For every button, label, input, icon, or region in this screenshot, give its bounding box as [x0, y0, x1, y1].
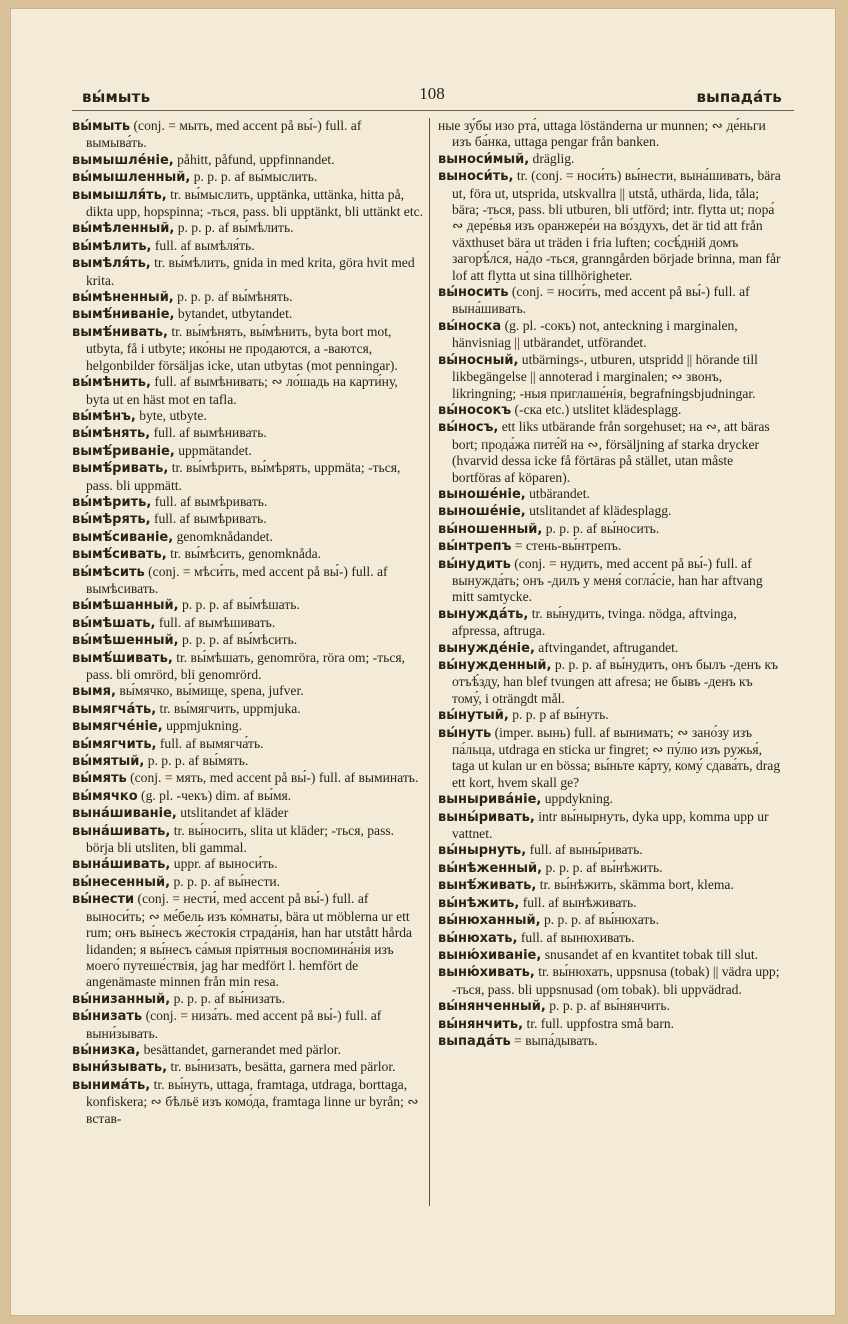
dictionary-entry	[438, 912, 782, 929]
dictionary-entry	[72, 1008, 424, 1042]
entry-definition: p. p. p. af вы́нюхать.	[543, 912, 659, 928]
entry-headword: вы́нюханный,	[438, 913, 541, 929]
dictionary-entry	[72, 546, 424, 563]
entry-headword: вынужде́ніе,	[438, 640, 535, 656]
entry-headword: вы́нянченный,	[438, 999, 546, 1015]
entry-headword: вымѣля́ть,	[72, 256, 151, 272]
entry-definition: full. af вымѣривать.	[153, 511, 267, 527]
dictionary-entry	[438, 402, 782, 419]
entry-headword: вы́носокъ	[438, 402, 512, 418]
entry-headword: вымѣ́нивать,	[72, 324, 168, 340]
dictionary-entry	[72, 615, 424, 632]
entry-headword: вымя,	[72, 684, 116, 700]
entry-headword: вымышле́ніе,	[72, 152, 174, 168]
dictionary-entry	[438, 895, 782, 912]
entry-headword: вы́носный,	[438, 352, 519, 368]
entry-headword: вымѣ́шивать,	[72, 650, 173, 666]
entry-definition: = выпа́дывать.	[514, 1032, 598, 1048]
dictionary-entry	[72, 118, 424, 152]
entry-definition: full. af вымѣривать.	[154, 493, 268, 509]
dictionary-entry	[438, 1033, 782, 1050]
dictionary-entry	[72, 770, 424, 787]
entry-definition: (imper. вынь) full. af вынимать; ∾ зано́зу изъ па́льца, utdraga en sticka ur fingret; ∾ пу́лю изъ ружья́, taga ut kulan ur en bössa; вы́ньте ка́рту, кому́ сдава́ть, drag ett kort, hvem skall ge?	[452, 724, 781, 790]
dictionary-entry	[438, 964, 782, 998]
header-guide-word-left: вы́мыть	[82, 88, 151, 106]
dictionary-entry	[72, 289, 424, 306]
entry-headword: вынырива́ніе,	[438, 792, 542, 808]
dictionary-entry	[438, 998, 782, 1015]
entry-headword: вымѣ́ниваніе,	[72, 307, 175, 323]
entry-headword: вы́мѣнить,	[72, 375, 151, 391]
dictionary-entry	[438, 1016, 782, 1033]
entry-definition: uppr. af выноси́ть.	[173, 856, 278, 872]
entry-headword: вы́мѣлить,	[72, 238, 152, 254]
dictionary-entry	[438, 725, 782, 792]
dictionary-entry	[438, 791, 782, 808]
entry-headword: вы́носъ,	[438, 420, 499, 436]
entry-definition: tr. (conj. = носи́ть) вы́нести, вына́шивать, bära ut, föra ut, utsprida, utskvallra || utstå, uthärda, lida, tåla; bära; -ться, pass. bli utburen, bli utförd; intr. flytta ut; пора́ ∾ дере́вья изъ оранжере́и на во́здухъ, det är tid att från växthuset bära ut träden i fria luften; сосѣ́дній домъ загорѣ́лся, на́до -ться, granngården började brinna, man får lof att flytta ut sina tillhörigheter.	[452, 168, 781, 283]
entry-headword: вы́нести	[72, 892, 135, 908]
entry-headword: вымѣ́сиваніе,	[72, 529, 174, 545]
dictionary-entry	[72, 650, 424, 684]
entry-headword: вы́мѣрить,	[72, 494, 152, 510]
entry-headword: вымѣ́сивать,	[72, 547, 167, 563]
entry-headword: вына́шивать,	[72, 823, 171, 839]
entry-headword: вына́шивать,	[72, 857, 171, 873]
entry-headword: выню́хивать,	[438, 965, 535, 981]
entry-definition: full. af вымѣнивать.	[153, 425, 267, 441]
dictionary-entry	[72, 443, 424, 460]
entry-definition: ett liks utbärande från sorgehuset; на ∾, att bäras bort; прода́жа пите́й на ∾, försäljning af starka drycker (hvarvid dessa icke få förtäras på stället, utan måste bortföras af köparen).	[452, 419, 770, 485]
dictionary-entry	[72, 374, 424, 408]
entry-definition: tr. вы́мѣшать, genomröra, röra om; -ться, pass. bli omrörd, bli genomrörd.	[86, 649, 406, 682]
dictionary-entry	[438, 606, 782, 640]
entry-definition: full. af вынѣживать.	[522, 894, 637, 910]
dictionary-entry	[72, 991, 424, 1008]
dictionary-entry	[72, 306, 424, 323]
entry-headword: вы́низанный,	[72, 991, 171, 1007]
dictionary-entry	[72, 169, 424, 186]
page-number: 108	[419, 84, 445, 103]
entry-headword: вы́мѣшенный,	[72, 633, 179, 649]
entry-headword: вымягче́ніе,	[72, 719, 163, 735]
entry-definition: full. af вымѣля́ть.	[154, 237, 255, 253]
entry-definition: uppmjukning.	[166, 718, 242, 734]
entry-headword: вы́ношенный,	[438, 521, 543, 537]
entry-headword: выноси́мый,	[438, 151, 530, 167]
dictionary-entry	[438, 118, 782, 151]
entry-definition: tr. вы́низать, besätta, garnera med pärlor.	[170, 1059, 396, 1075]
dictionary-entry	[72, 856, 424, 873]
page-header	[82, 82, 782, 112]
dictionary-entry	[438, 503, 782, 520]
entry-headword: вы́мышленный,	[72, 170, 191, 186]
dictionary-entry	[72, 460, 424, 494]
entry-definition: p. p. p. af вы́низать.	[173, 990, 286, 1006]
entry-headword: вы́мыть	[72, 119, 131, 134]
dictionary-entry	[438, 521, 782, 538]
dictionary-entry	[438, 284, 782, 318]
entry-definition: dräglig.	[532, 150, 575, 166]
entry-headword: вына́шиваніе,	[72, 806, 177, 822]
dictionary-entry	[438, 486, 782, 503]
entry-definition: p. p. p. af вы́носить.	[545, 520, 660, 536]
entry-definition: uppmätandet.	[178, 442, 252, 458]
dictionary-entry	[72, 187, 424, 221]
dictionary-entry	[72, 788, 424, 805]
entry-definition: tr. вы́носить, slita ut kläder; -ться, pass. börja bli utsliten, bli gammal.	[86, 822, 395, 856]
entry-headword: вы́мѣсить	[72, 564, 145, 580]
entry-headword: вынужда́ть,	[438, 606, 529, 622]
entry-definition: tr. full. uppfostra små barn.	[526, 1015, 675, 1031]
entry-definition: aftvingandet, aftrugandet.	[538, 639, 679, 655]
entry-definition: tr. вы́мягчить, uppmjuka.	[159, 700, 301, 716]
entry-definition: (-ска etc.) utslitet klädesplagg.	[514, 401, 682, 417]
dictionary-entry	[72, 494, 424, 511]
entry-definition: p. p. p. af вы́мѣсить.	[181, 632, 298, 648]
dictionary-entry	[438, 860, 782, 877]
entry-definition: tr. вы́мыслить, upptänka, uttänka, hitta på, dikta upp, hopspinna; -ться, pass. bli upptänkt, bli uttänkt etc.	[86, 186, 424, 220]
entry-headword: выпада́ть	[438, 1033, 511, 1049]
entry-headword: вы́мѣрять,	[72, 512, 151, 528]
entry-headword: вымѣ́риваніе,	[72, 443, 175, 459]
dictionary-entry	[72, 564, 424, 598]
dictionary-entry	[438, 707, 782, 724]
dictionary-entry	[438, 930, 782, 947]
dictionary-entry	[72, 597, 424, 614]
entry-definition: full. af вымягча́ть.	[159, 735, 264, 751]
entry-headword: выноше́ніе,	[438, 486, 526, 502]
entry-definition: bytandet, utbytandet.	[177, 306, 293, 322]
header-rule	[72, 110, 794, 111]
entry-definition: (conj. = мѣси́ть, med accent på вы́-) full. af вымѣсивать.	[86, 563, 388, 596]
dictionary-entry	[72, 891, 424, 990]
entry-definition: utbärandet.	[529, 485, 590, 501]
entry-definition: snusandet af en kvantitet tobak till slut.	[544, 946, 759, 962]
entry-headword: вымягча́ть,	[72, 701, 157, 717]
dictionary-entry	[438, 556, 782, 606]
entry-definition: (conj. = носи́ть, med accent på вы́-) full. af вына́шивать.	[452, 284, 750, 317]
entry-definition: p. p. p. af вы́мѣлить.	[177, 220, 294, 236]
entry-definition: p. p. p af вы́нуть.	[512, 707, 609, 723]
entry-definition: full. af выны́ривать.	[529, 842, 643, 858]
dictionary-entry	[438, 318, 782, 352]
entry-definition: full. af вымѣшивать.	[158, 614, 276, 630]
entry-definition: (g. pl. -сокъ) not, anteckning i marginalen, hänvisniag || utbärandet, utförandet.	[452, 317, 738, 351]
entry-headword: вы́низать	[72, 1009, 143, 1025]
dictionary-entry	[72, 152, 424, 169]
dictionary-entry	[72, 736, 424, 753]
entry-headword: вымышля́ть,	[72, 187, 167, 203]
dictionary-entry	[72, 753, 424, 770]
entry-headword: выню́хиваніе,	[438, 947, 542, 963]
dictionary-entry	[438, 538, 782, 555]
column-divider	[429, 118, 430, 1206]
dictionary-entry	[72, 874, 424, 891]
dictionary-entry	[438, 657, 782, 707]
entry-headword: вы́нырнуть,	[438, 843, 527, 859]
entry-headword: вы́нянчить,	[438, 1016, 524, 1032]
dictionary-entry	[72, 683, 424, 700]
entry-definition: utslitandet af klädesplagg.	[529, 503, 672, 519]
entry-headword: вы́мѣненный,	[72, 290, 174, 306]
entry-headword: вы́мягчить,	[72, 736, 157, 752]
entry-headword: вы́мять	[72, 771, 127, 787]
dictionary-entry	[438, 352, 782, 402]
entry-definition: = стень-вы́нтрепъ.	[514, 538, 622, 554]
header-guide-word-right: выпада́ть	[696, 88, 782, 106]
dictionary-entry	[72, 1042, 424, 1059]
entry-headword: вы́нужденный,	[438, 658, 552, 673]
entry-definition: uppdykning.	[544, 791, 614, 807]
dictionary-entry	[72, 255, 424, 289]
dictionary-entry	[438, 640, 782, 657]
entry-headword: вы́нѣжить,	[438, 895, 520, 911]
entry-headword: выноше́ніе,	[438, 504, 526, 520]
dictionary-entry	[72, 220, 424, 237]
entry-headword: вы́нуть	[438, 725, 492, 741]
entry-definition: full. af вымѣнивать; ∾ ло́шадь на карти́ну, byta ut en häst mot en tafla.	[86, 374, 398, 407]
entry-headword: вы́нудить	[438, 556, 511, 572]
right-column	[438, 118, 782, 1050]
entry-definition: tr. вы́мѣнять, вы́мѣнить, byta bort mot, utbyta, få i utbyte; ико́ны не продаются, а -ваются, helgonbilder försäljas icke, utan utbytas (mot penningar).	[86, 323, 398, 373]
dictionary-entry	[72, 529, 424, 546]
entry-definition: p. p. p. af вы́мѣшать.	[181, 597, 300, 613]
entry-definition: p. p. p. af вы́нянчить.	[549, 998, 670, 1014]
entry-headword: выноси́ть,	[438, 169, 514, 185]
dictionary-entry	[438, 877, 782, 894]
dictionary-entry	[438, 947, 782, 964]
dictionary-entry	[72, 1077, 424, 1127]
dictionary-entry	[72, 238, 424, 255]
entry-definition: tr. вы́нуть, uttaga, framtaga, utdraga, borttaga, konfiskera; ∾ бѣльё изъ комо́да, framtaga linne ur byrån; ∾ встав-	[86, 1076, 419, 1126]
dictionary-entry	[72, 718, 424, 735]
entry-headword: вы́нюхать,	[438, 930, 518, 946]
entry-headword: вы́низка,	[72, 1042, 141, 1058]
entry-headword: вы́мѣшать,	[72, 615, 156, 631]
entry-definition: p. p. p. af вы́мыслить.	[193, 169, 318, 185]
dictionary-entry	[72, 425, 424, 442]
entry-headword: вы́носка	[438, 318, 502, 334]
entry-headword: вынима́ть,	[72, 1077, 151, 1093]
entry-definition: tr. вы́нюхать, uppsnusa (tobak) || vädra upp; -ться, pass. bli uppsnusad (om tobak). bli uppvädrad.	[452, 964, 780, 997]
entry-headword: вы́мѣленный,	[72, 221, 175, 237]
entry-headword: вы́мѣнъ,	[72, 408, 136, 424]
dictionary-entry	[72, 701, 424, 718]
dictionary-entry	[72, 823, 424, 857]
entry-headword: выны́ривать,	[438, 809, 535, 825]
dictionary-entry	[438, 842, 782, 859]
entry-definition: intr вы́нырнуть, dyka upp, komma upp ur vattnet.	[452, 808, 769, 842]
dictionary-entry	[72, 632, 424, 649]
entry-headword: вынѣ́живать,	[438, 878, 537, 894]
entry-headword: вы́мѣшанный,	[72, 598, 179, 614]
entry-headword: вы́нутый,	[438, 708, 509, 724]
entry-definition: full. af вынюхивать.	[520, 929, 635, 945]
dictionary-entry	[438, 168, 782, 284]
entry-definition: byte, utbyte.	[139, 407, 207, 423]
entry-headword: вы́мячко	[72, 788, 138, 804]
entry-definition: tr. вы́мѣсить, genomknåda.	[170, 546, 322, 562]
entry-headword: вы́носить	[438, 285, 509, 301]
dictionary-entry	[72, 511, 424, 528]
entry-headword: вы́несенный,	[72, 874, 171, 890]
entry-definition: tr. вы́нудить, tvinga. nödga, aftvinga, afpressa, aftruga.	[452, 605, 737, 639]
entry-headword: вы́мѣнять,	[72, 426, 151, 442]
dictionary-entry	[72, 805, 424, 822]
entry-definition: (conj. = нести́, med accent på вы́-) full. af выноси́ть; ∾ ме́бель изъ ко́мнаты, bära ut möblerna ur ett rum; онъ вы́несъ же́стокія страда́нія, han har utstått hårda lidanden; я вы́несъ са́мыя пріятныя воспомина́нія изъ моего́ путеше́ствія, jag har medfört l. hemfört de angenämaste minnen från min resa.	[86, 891, 413, 990]
entry-headword: вы́нтрепъ	[438, 539, 512, 555]
entry-definition: p. p. p. af вы́мѣнять.	[177, 289, 293, 305]
entry-definition: ные зу́бы изо рта́, uttaga löständerna ur munnen; ∾ де́ньги изъ ба́нка, uttaga pengar från banken.	[438, 118, 766, 150]
entry-definition: (conj. = мыть, med accent på вы́-) full. af вымыва́ть.	[86, 118, 362, 151]
entry-definition: p. p. p. af вы́мять.	[147, 753, 249, 769]
entry-headword: вымѣ́ривать,	[72, 461, 169, 477]
entry-definition: besättandet, garnerandet med pärlor.	[143, 1041, 341, 1057]
left-column	[72, 118, 424, 1127]
dictionary-entry	[438, 809, 782, 843]
entry-definition: p. p. p. af вы́нудить, онъ былъ -денъ къ отъѣ́зду, han blef tvungen att afresa; не бывъ -денъ къ тому́, i oträngdt mål.	[452, 657, 779, 706]
entry-definition: p. p. p. af вы́нести.	[173, 873, 281, 889]
entry-definition: tr. вы́мѣрить, вы́мѣрять, uppmäta; -ться, pass. bli uppmätt.	[86, 460, 401, 493]
dictionary-entry	[438, 151, 782, 168]
dictionary-entry	[72, 1059, 424, 1076]
dictionary-entry	[72, 408, 424, 425]
entry-definition: tr. вы́мѣлить, gnida in med krita, göra hvit med krita.	[86, 255, 415, 288]
entry-headword: выни́зывать,	[72, 1060, 168, 1076]
entry-headword: вы́мятый,	[72, 754, 145, 770]
entry-definition: utbärnings-, utburen, utspridd || hörande till likbegängelse || annoterad i marginalen; ∾ звонъ, likringning; -ныя приглаше́нія, begrafningsbjudningar.	[452, 351, 758, 401]
dictionary-entry	[438, 419, 782, 486]
entry-definition: tr. вы́нѣжить, skämma bort, klema.	[539, 877, 734, 893]
entry-definition: (g. pl. -чекъ) dim. af вы́мя.	[141, 787, 292, 803]
entry-headword: вы́нѣженный,	[438, 860, 543, 876]
entry-definition: påhitt, påfund, uppfinnandet.	[177, 151, 335, 167]
entry-definition: (conj. = низа́ть. med accent på вы́-) full. af выни́зывать.	[86, 1008, 382, 1041]
dictionary-entry	[72, 324, 424, 374]
entry-definition: utslitandet af kläder	[180, 805, 289, 821]
entry-definition: p. p. p. af вы́нѣжить.	[545, 859, 663, 875]
entry-definition: (conj. = мять, med accent på вы́-) full. af выминать.	[130, 770, 419, 786]
entry-definition: genomknådandet.	[176, 528, 273, 544]
entry-definition: (conj. = нудить, med accent på вы́-) full. af вынужда́ть; онъ -дилъ у меня́ согла́сіе, han har aftvang mitt samtycke.	[452, 555, 763, 605]
entry-definition: вы́мячко, вы́мище, spena, jufver.	[119, 683, 304, 699]
